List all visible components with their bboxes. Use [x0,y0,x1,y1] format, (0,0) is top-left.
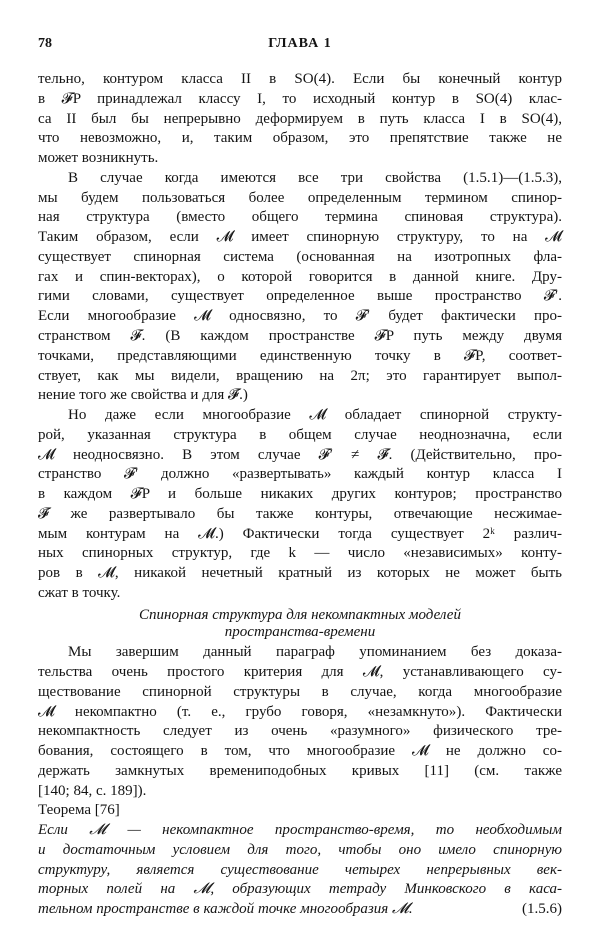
text-line: 𝓕̃ же развертывало бы также контуры, отвечающие несжимае- [38,505,562,522]
text-line: существует спинорная система (основанная на изотропных фла- [38,248,562,265]
text-line: мы будем пользоваться более определенным термином спинор- [38,189,562,206]
text-line: нение того же свойства и для 𝓕̃.) [38,387,248,404]
text-line: [140; 84, с. 189]). [38,782,147,799]
theorem-line: торных полей на 𝓜, образующих тетраду Минковского в каса- [38,881,562,898]
theorem-line: Если 𝓜 — некомпактное пространство-время, то необходимым [38,822,562,839]
text-line: са II был бы непрерывно деформируем в путь класса I в SO(4), [38,110,562,127]
text-line: точками, представляющими единственную точку в 𝓕P, соответ- [38,347,562,364]
text-line: сжат в точку. [38,584,121,601]
text-line: гах и спин-векторах), о которой говорится в данной книге. Дру- [38,268,562,285]
equation-number: (1.5.6) [521,901,562,918]
text-line: странством 𝓕. (В каждом пространстве 𝓕P путь между двумя [38,327,562,344]
text-line: бования, состоящего в том, что многообразие 𝓜 не должно со- [38,743,562,760]
text-line: гими словами, существует определенное выше пространство 𝓕′. [38,288,562,305]
text-line: в каждом 𝓕P и больше никаких других контуров; пространство [38,486,562,503]
text-line: Но даже если многообразие 𝓜 обладает спинорной структу- [68,407,562,424]
theorem-line: тельном пространстве в каждой точке многообразия 𝓜. [38,901,413,918]
text-line: тельно, контуром класса II в SO(4). Если бы конечный контур [38,71,562,87]
text-line: ных спинорных структур, где k — число «независимых» конту- [38,545,562,562]
text-line: 𝓜 некомпактно (т. е., грубо говоря, «незамкнуто»). Фактически [38,703,562,720]
text-line: рой, указанная структура в общем случае неоднозначна, если [38,426,562,443]
text-line: ров в 𝓜, никакой нечетный кратный из которых не может быть [38,565,562,582]
section-title-line: пространства-времени [224,624,376,641]
text-line: может возникнуть. [38,150,159,167]
text-line: 𝓜 неодносвязно. В этом случае 𝓕′ ≠ 𝓕̃. (Действительно, про- [38,446,562,463]
text-line: в 𝓕P принадлежал классу I, то исходный контур в SO(4) клас- [38,90,562,107]
text-line: ная структура (вместо общего термина спиновая структура). [38,209,562,226]
theorem-line: и достаточным условием для того, чтобы оно имело спинорную [38,841,562,858]
text-line: некомпактность следует из очень «разумного» физического тре- [38,723,562,740]
text-line: тельства очень простого критерия для 𝓜, устанавливающего су- [38,664,562,681]
text-line: Если многообразие 𝓜 односвязно, то 𝓕′ будет фактически про- [38,308,562,325]
text-line: В случае когда имеются все три свойства (1.5.1)—(1.5.3), [68,169,562,186]
theorem-line-last [38,900,562,920]
text-line: странство 𝓕′ должно «развертывать» каждый контур класса I [38,466,562,483]
theorem-line: структуру, является существование четырех непрерывных век- [38,861,562,878]
text-line: держать замкнутых времениподобных кривых [11] (см. также [38,762,562,779]
text-line: мым контурам на 𝓜.) Фактически тогда существует 2ᵏ различ- [38,525,562,542]
section-title-line: Спинорная структура для некомпактных моделей [139,606,461,623]
text-line: ствует, как мы видели, вращению на 2π; это гарантирует выпол- [38,367,562,384]
page-number: 78 [38,36,52,51]
text-line: что невозможно, и, таким образом, это препятствие также не [38,130,562,147]
text-line: Таким образом, если 𝓜 имеет спинорную структуру, то на 𝓜 [38,229,562,246]
text-line: ществование спинорной структуры в случае, когда многообразие [38,683,562,700]
text-line: Мы завершим данный параграф упоминанием без доказа- [68,644,562,661]
chapter-title: ГЛАВА 1 [268,36,332,51]
theorem-heading: Теорема [76] [38,802,120,819]
